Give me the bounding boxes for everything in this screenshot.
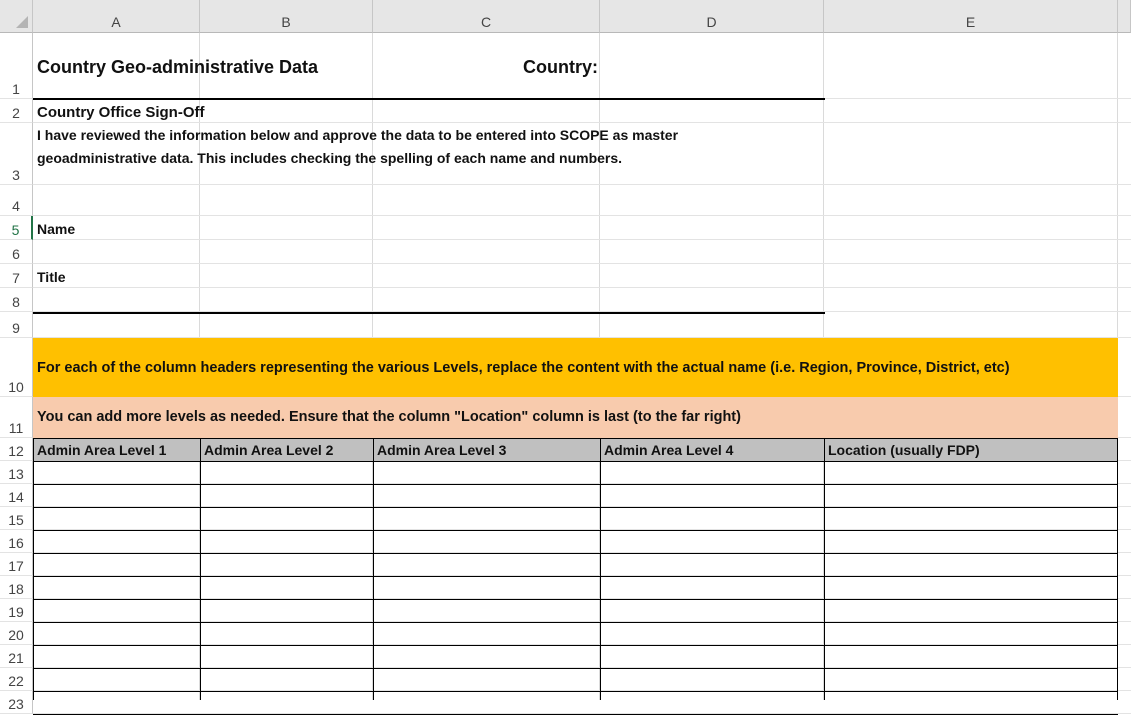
table-border-horizontal	[33, 484, 1118, 485]
gridline-horizontal	[33, 287, 1131, 288]
gridline-horizontal	[33, 215, 1131, 216]
instruction-location-text[interactable]: You can add more levels as needed. Ensure that the column "Location" column is last (to the far right)	[37, 409, 741, 425]
name-label[interactable]: Name	[37, 221, 76, 237]
row-header-15[interactable]: 15	[0, 507, 33, 530]
row-header-16[interactable]: 16	[0, 530, 33, 553]
column-header-a[interactable]: A	[33, 0, 200, 33]
table-border-vertical	[373, 438, 374, 700]
header-admin-level-2[interactable]: Admin Area Level 2	[204, 442, 334, 458]
header-location[interactable]: Location (usually FDP)	[828, 442, 980, 458]
table-border-horizontal	[33, 438, 1118, 439]
signoff-text-line2[interactable]: geoadministrative data. This includes checking the spelling of each name and numbers.	[37, 150, 623, 166]
table-border-horizontal	[33, 668, 1118, 669]
table-border-horizontal	[33, 461, 1118, 462]
row-header-10[interactable]: 10	[0, 338, 33, 397]
instruction-levels-text[interactable]: For each of the column headers representing the various Levels, replace the content with the actual name (i.e. Region, Province, District, etc)	[37, 360, 1010, 376]
row-header-3[interactable]: 3	[0, 123, 33, 185]
signoff-text-line1[interactable]: I have reviewed the information below and approve the data to be entered into SCOPE as master	[37, 127, 679, 143]
row-header-19[interactable]: 19	[0, 599, 33, 622]
table-border-vertical	[824, 438, 825, 700]
gridline-horizontal	[33, 122, 1131, 123]
row-header-13[interactable]: 13	[0, 461, 33, 484]
gridline-horizontal	[33, 263, 1131, 264]
table-border-vertical	[33, 438, 34, 700]
header-admin-level-3[interactable]: Admin Area Level 3	[377, 442, 507, 458]
header-admin-level-1[interactable]: Admin Area Level 1	[37, 442, 167, 458]
row-header-18[interactable]: 18	[0, 576, 33, 599]
column-header-filler	[1118, 0, 1131, 33]
table-border-horizontal	[33, 691, 1118, 692]
row-header-8[interactable]: 8	[0, 288, 33, 312]
table-border-horizontal	[33, 530, 1118, 531]
row-header-2[interactable]: 2	[0, 99, 33, 123]
header-admin-level-4[interactable]: Admin Area Level 4	[604, 442, 734, 458]
country-label[interactable]: Country:	[523, 57, 598, 77]
table-border-horizontal	[33, 645, 1118, 646]
signoff-title[interactable]: Country Office Sign-Off	[37, 104, 205, 121]
title-underline	[33, 98, 825, 100]
signoff-underline	[33, 312, 825, 314]
gridline-horizontal	[33, 184, 1131, 185]
table-border-horizontal	[33, 599, 1118, 600]
row-header-4[interactable]: 4	[0, 185, 33, 216]
row-header-17[interactable]: 17	[0, 553, 33, 576]
row-header-12[interactable]: 12	[0, 438, 33, 461]
table-border-vertical	[600, 438, 601, 700]
row-header-20[interactable]: 20	[0, 622, 33, 645]
column-header-b[interactable]: B	[200, 0, 373, 33]
select-all-corner[interactable]	[0, 0, 33, 33]
table-border-horizontal	[33, 507, 1118, 508]
table-border-horizontal	[33, 553, 1118, 554]
row-header-9[interactable]: 9	[0, 312, 33, 338]
gridline-horizontal	[33, 239, 1131, 240]
column-header-d[interactable]: D	[600, 0, 824, 33]
row-header-6[interactable]: 6	[0, 240, 33, 264]
sheet-title[interactable]: Country Geo-administrative Data	[37, 57, 319, 77]
table-border-horizontal	[33, 576, 1118, 577]
row-header-5[interactable]: 5	[0, 216, 33, 240]
table-border-vertical	[200, 438, 201, 700]
row-header-23[interactable]: 23	[0, 691, 33, 714]
row-header-21[interactable]: 21	[0, 645, 33, 668]
column-header-e[interactable]: E	[824, 0, 1118, 33]
row-header-22[interactable]: 22	[0, 668, 33, 691]
column-header-c[interactable]: C	[373, 0, 600, 33]
row-header-11[interactable]: 11	[0, 397, 33, 438]
table-border-vertical	[1117, 438, 1118, 700]
select-all-triangle-icon	[16, 16, 28, 28]
row-header-7[interactable]: 7	[0, 264, 33, 288]
row-header-14[interactable]: 14	[0, 484, 33, 507]
row-header-1[interactable]: 1	[0, 33, 33, 99]
title-label[interactable]: Title	[37, 269, 66, 285]
table-border-horizontal	[33, 622, 1118, 623]
